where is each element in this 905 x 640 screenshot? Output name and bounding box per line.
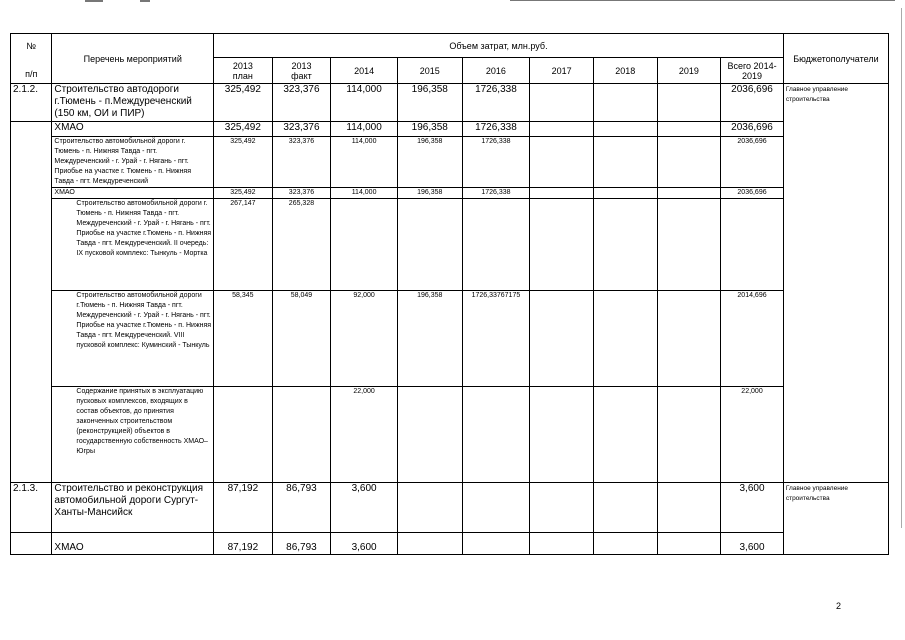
- scan-edge-line: [901, 8, 902, 528]
- value-2019: [657, 291, 721, 387]
- value-2014: [331, 199, 398, 291]
- header-total: Всего 2014-2019: [721, 58, 784, 84]
- value-total: 3,600: [721, 533, 784, 555]
- value-2013-fact: 86,793: [272, 533, 331, 555]
- activity-name: Содержание принятых в эксплуатацию пусковых комплексов, входящих в состав объектов, до принятия законченных строительством (реконструкцией) объектов в государственную собственность ХМАО–Югры: [52, 387, 214, 483]
- value-2017: [530, 122, 594, 137]
- page-number: 2: [836, 601, 842, 611]
- activity-name: Строительство автомобильной дороги г.Тюмень - п. Нижняя Тавда - пгт. Междуреченский - г. Урай - г. Нягань - пгт. Приобье на участке г.Тюмень - п. Нижняя Тавда - пгт. Междуреченский. VIII пусковой комплекс: Куминский - Тынкуль: [52, 291, 214, 387]
- value-2013-fact: 323,376: [272, 122, 331, 137]
- header-costs: Объем затрат, млн.руб.: [214, 34, 784, 58]
- value-2018: [593, 483, 657, 533]
- value-2016: [462, 483, 530, 533]
- header-recipients: Бюджетополучатели: [783, 34, 888, 84]
- header-year-2014: 2014: [331, 58, 398, 84]
- value-2018: [593, 137, 657, 188]
- table-row: [11, 483, 889, 533]
- value-2014: 3,600: [331, 533, 398, 555]
- header-num: №: [11, 34, 52, 58]
- value-2017: [530, 137, 594, 188]
- value-2015: 196,358: [397, 84, 462, 122]
- value-2019: [657, 137, 721, 188]
- row-number: [11, 122, 52, 137]
- value-2013-fact: 323,376: [272, 84, 331, 122]
- header-pp: п/п: [11, 58, 52, 84]
- value-2016: 1726,338: [462, 84, 530, 122]
- value-2015: [397, 533, 462, 555]
- value-2013-plan: 267,147: [214, 199, 273, 291]
- value-2015: [397, 387, 462, 483]
- value-2016: [462, 387, 530, 483]
- value-2015: 196,358: [397, 188, 462, 199]
- value-2019: [657, 122, 721, 137]
- header-year-2013-plan: 2013 план: [214, 58, 273, 84]
- value-total: 2036,696: [721, 122, 784, 137]
- row-number: [11, 137, 52, 188]
- value-2019: [657, 533, 721, 555]
- value-2017: [530, 483, 594, 533]
- recipient: Главное управление строительства: [783, 483, 888, 555]
- value-total: [721, 199, 784, 291]
- value-total: 3,600: [721, 483, 784, 533]
- value-2014: 114,000: [331, 84, 398, 122]
- value-2018: [593, 122, 657, 137]
- value-2017: [530, 291, 594, 387]
- value-2014: 92,000: [331, 291, 398, 387]
- value-2016: 1726,338: [462, 137, 530, 188]
- table-row: [11, 387, 889, 483]
- table-row: [11, 122, 889, 137]
- value-2014: 114,000: [331, 122, 398, 137]
- header-year-2013-fact: 2013 факт: [272, 58, 331, 84]
- value-2016: 1726,33767175: [462, 291, 530, 387]
- value-2016: 1726,338: [462, 188, 530, 199]
- header-year-2017: 2017: [530, 58, 594, 84]
- value-2013-fact: 323,376: [272, 188, 331, 199]
- value-2015: 196,358: [397, 122, 462, 137]
- row-number: [11, 199, 52, 291]
- value-2013-plan: 325,492: [214, 188, 273, 199]
- value-2018: [593, 291, 657, 387]
- value-2013-plan: 87,192: [214, 533, 273, 555]
- value-2018: [593, 84, 657, 122]
- row-number: [11, 387, 52, 483]
- activity-name: Строительство автомобильной дороги г. Тюмень - п. Нижняя Тавда - пгт. Междуреченский - г. Урай - г. Нягань - пгт. Приобье на участке г.Тюмень - п. Нижняя Тавда - пгт. Междуреченский. II очередь: IX пусковой комплекс: Тынкуль - Мортка: [52, 199, 214, 291]
- value-2013-plan: 87,192: [214, 483, 273, 533]
- value-2017: [530, 84, 594, 122]
- value-2018: [593, 199, 657, 291]
- header-year-2018: 2018: [593, 58, 657, 84]
- scan-mark-left: [85, 0, 103, 2]
- recipient: Главное управление строительства: [783, 84, 888, 483]
- value-2017: [530, 387, 594, 483]
- value-2017: [530, 188, 594, 199]
- value-2017: [530, 199, 594, 291]
- value-2013-plan: 325,492: [214, 137, 273, 188]
- value-2015: 196,358: [397, 137, 462, 188]
- value-2013-fact: 58,049: [272, 291, 331, 387]
- activity-name: ХМАО: [52, 533, 214, 555]
- header-year-2015: 2015: [397, 58, 462, 84]
- value-2018: [593, 387, 657, 483]
- activity-name: Строительство автомобильной дороги г. Тюмень - п. Нижняя Тавда - пгт. Междуреченский - г. Урай - г. Нягань - пгт. Приобье на участке г. Тюмень - п. Нижняя Тавда - пгт. Междуреченский: [52, 137, 214, 188]
- value-2013-fact: 86,793: [272, 483, 331, 533]
- value-2013-plan: [214, 387, 273, 483]
- value-2018: [593, 188, 657, 199]
- value-2019: [657, 483, 721, 533]
- value-2019: [657, 84, 721, 122]
- activity-name: ХМАО: [52, 122, 214, 137]
- value-2013-plan: 325,492: [214, 84, 273, 122]
- header-year-2019: 2019: [657, 58, 721, 84]
- row-number: 2.1.3.: [11, 483, 52, 533]
- scan-mark-right: [510, 0, 895, 1]
- value-2014: 3,600: [331, 483, 398, 533]
- activity-name: Строительство и реконструкция автомобильной дороги Сургут-Ханты-Мансийск: [52, 483, 214, 533]
- value-2016: 1726,338: [462, 122, 530, 137]
- table-row: [11, 188, 889, 199]
- value-2016: [462, 199, 530, 291]
- table-row: [11, 137, 889, 188]
- row-number: 2.1.2.: [11, 84, 52, 122]
- value-2013-fact: 323,376: [272, 137, 331, 188]
- value-2014: 114,000: [331, 137, 398, 188]
- activity-name: Строительство автодороги г.Тюмень - п.Междуреченский (150 км, ОИ и ПИР): [52, 84, 214, 122]
- value-2015: 196,358: [397, 291, 462, 387]
- value-2013-plan: 325,492: [214, 122, 273, 137]
- value-total: 2036,696: [721, 137, 784, 188]
- value-2013-fact: 265,328: [272, 199, 331, 291]
- table-row: [11, 199, 889, 291]
- costs-table: [10, 33, 889, 555]
- value-2016: [462, 533, 530, 555]
- value-2013-plan: 58,345: [214, 291, 273, 387]
- value-2017: [530, 533, 594, 555]
- value-2014: 114,000: [331, 188, 398, 199]
- table-row: [11, 533, 889, 555]
- value-2015: [397, 483, 462, 533]
- value-2018: [593, 533, 657, 555]
- value-2019: [657, 199, 721, 291]
- value-2014: 22,000: [331, 387, 398, 483]
- header-year-2016: 2016: [462, 58, 530, 84]
- table-row: [11, 291, 889, 387]
- activity-name: ХМАО: [52, 188, 214, 199]
- value-2019: [657, 387, 721, 483]
- row-number: [11, 188, 52, 199]
- value-total: 22,000: [721, 387, 784, 483]
- value-2013-fact: [272, 387, 331, 483]
- table-row: [11, 84, 889, 122]
- value-total: 2036,696: [721, 84, 784, 122]
- header-activities: Перечень мероприятий: [52, 34, 214, 84]
- row-number: [11, 533, 52, 555]
- value-2019: [657, 188, 721, 199]
- value-total: 2036,696: [721, 188, 784, 199]
- value-2015: [397, 199, 462, 291]
- scan-mark-mid: [140, 0, 150, 2]
- row-number: [11, 291, 52, 387]
- value-total: 2014,696: [721, 291, 784, 387]
